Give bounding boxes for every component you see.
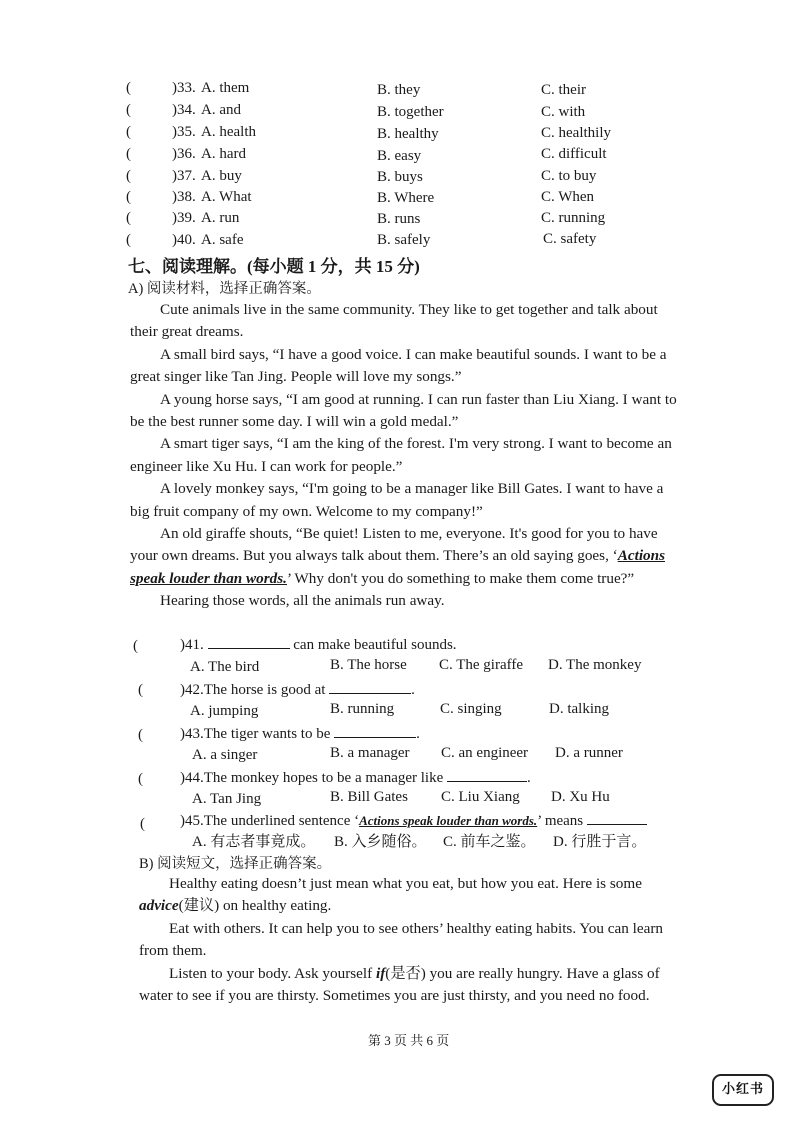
option-d: D. talking — [549, 701, 609, 717]
option-b: B. runs — [377, 211, 421, 227]
gloss: (是否) — [385, 964, 426, 982]
question-number: )36. — [172, 146, 196, 162]
option-c: C. When — [541, 189, 595, 205]
question-number: )41. — [180, 637, 204, 653]
question-number: )38. — [172, 189, 196, 205]
paragraph: Cute animals live in the same community. They like to get together and talk about their great dreams. — [130, 301, 658, 341]
answer-paren: ( — [126, 232, 131, 248]
answer-paren: ( — [133, 638, 138, 654]
paragraph-text: on healthy eating. — [219, 897, 332, 915]
option-b: B. healthy — [377, 126, 439, 142]
paragraph-text: An old giraffe shouts, “Be quiet! Listen to me, everyone. It's good for you to have your own dreams. But you always talk about them. There’s an old saying goes, ‘ — [130, 525, 658, 565]
paragraph: Eat with others. It can help you to see others’ healthy eating habits. You can learn from them. — [139, 919, 664, 960]
paragraph — [139, 963, 685, 1008]
paragraph-text: ’ Why don't you do something to make them come true?” — [286, 569, 635, 587]
option-b: B. 入乡随俗。 — [334, 834, 427, 850]
option-b: B. Where — [377, 190, 435, 206]
question-number: )45. — [180, 813, 204, 829]
question-text: The underlined sentence ‘ — [203, 813, 360, 829]
question-text: . — [416, 726, 420, 742]
question-text: The tiger wants to be — [203, 726, 335, 742]
question-number: )43. — [180, 726, 204, 742]
question-number: )40. — [172, 232, 196, 248]
option-c: C. difficult — [541, 146, 607, 162]
option-a: A. a singer — [192, 747, 258, 763]
paragraph: A smart tiger says, “I am the king of the forest. I'm very strong. I want to become an engineer like Xu Hu. I can work for people.” — [130, 435, 672, 475]
answer-paren: ( — [140, 816, 145, 832]
option-b: B. The horse — [330, 657, 407, 673]
question-text: . — [411, 682, 415, 698]
paragraph: A small bird says, “I have a good voice. I can make beautiful sounds. I want to be a great singer like Tan Jing. People will love my songs.” — [130, 345, 667, 386]
key-word: advice — [139, 897, 179, 915]
question-stem — [180, 679, 415, 700]
answer-paren: ( — [126, 102, 131, 118]
paragraph — [130, 523, 682, 590]
answer-paren: ( — [138, 682, 143, 698]
key-word: if — [375, 964, 386, 982]
part-b-label: B) 阅读短文，选择正确答案。 — [139, 856, 332, 872]
option-a: A. buy — [201, 168, 242, 184]
paragraph-text: you are really hungry. Have a glass of water to see if you are thirsty. Sometimes you are just thirsty, and you need no food. — [139, 964, 660, 1005]
option-c: C. their — [541, 82, 586, 98]
option-a: A. safe — [201, 232, 244, 248]
answer-paren: ( — [126, 146, 131, 162]
option-a: A. health — [201, 124, 256, 140]
question-stem — [180, 634, 457, 655]
option-b: B. they — [377, 82, 421, 98]
option-b: B. safely — [377, 232, 431, 248]
xiaohongshu-logo: 小红书 — [712, 1074, 774, 1106]
question-number: )34. — [172, 102, 196, 118]
passage-b — [139, 873, 685, 1007]
option-c: C. 前车之鉴。 — [443, 834, 536, 850]
question-number: )44. — [180, 770, 204, 786]
answer-blank — [334, 723, 416, 738]
option-d: D. Xu Hu — [551, 789, 610, 805]
option-b: B. a manager — [330, 745, 410, 761]
option-a-text: A. 有志者事竟成。 — [192, 834, 316, 850]
question-number: )33. — [172, 80, 196, 96]
option-c: C. to buy — [541, 168, 597, 184]
passage-a — [130, 299, 682, 613]
question-text: . — [527, 770, 531, 786]
option-c: C. Liu Xiang — [441, 789, 520, 805]
section-heading: 七、阅读理解。(每小题 1 分，共 15 分) — [128, 257, 420, 276]
answer-blank — [447, 767, 527, 782]
answer-paren: ( — [126, 189, 131, 205]
option-a: A. The bird — [190, 659, 260, 675]
option-d: D. 行胜于言。 — [553, 834, 647, 850]
answer-paren: ( — [138, 727, 143, 743]
underlined-sentence: Actions speak louder than words. — [130, 547, 665, 587]
option-d: D. a runner — [555, 745, 623, 761]
option-a — [192, 832, 315, 852]
option-a: A. and — [201, 102, 241, 118]
option-a: A. them — [201, 80, 250, 96]
option-c: C. an engineer — [441, 745, 529, 761]
answer-paren: ( — [126, 124, 131, 140]
answer-blank — [329, 679, 411, 694]
paragraph: A lovely monkey says, “I'm going to be a manager like Bill Gates. I want to have a big fruit company of my own. Welcome to my company!” — [130, 480, 664, 520]
option-b: B. easy — [377, 148, 422, 164]
option-a: A. run — [201, 210, 240, 226]
question-text: can make beautiful sounds. — [289, 637, 457, 653]
question-number: )39. — [172, 210, 196, 226]
paragraph: A young horse says, “I am good at running. I can run faster than Liu Xiang. I want to be the best runner some day. I will win a gold medal.” — [130, 390, 677, 431]
option-c: C. healthily — [541, 125, 611, 141]
answer-paren: ( — [126, 210, 131, 226]
question-stem — [180, 810, 647, 831]
paragraph-text: Listen to your body. Ask yourself — [169, 964, 376, 982]
option-a: A. Tan Jing — [192, 791, 262, 807]
option-a: A. hard — [201, 146, 246, 162]
page-number: 第 3 页 共 6 页 — [368, 1033, 450, 1048]
option-b: B. Bill Gates — [330, 789, 408, 805]
gloss: (建议) — [178, 897, 220, 915]
question-text: The monkey hopes to be a manager like — [203, 770, 448, 786]
question-number: )42. — [180, 682, 204, 698]
paragraph — [139, 873, 685, 918]
paragraph-text: Healthy eating doesn’t just mean what you eat, but how you eat. Here is some — [169, 875, 642, 892]
answer-paren: ( — [138, 771, 143, 787]
option-b: B. buys — [377, 169, 423, 185]
answer-paren: ( — [126, 168, 131, 184]
option-b: B. together — [377, 104, 444, 120]
underlined-sentence: Actions speak louder than words. — [359, 813, 538, 828]
question-number: )35. — [172, 124, 196, 140]
question-text: The horse is good at — [203, 682, 330, 698]
part-a-label: A) 阅读材料，选择正确答案。 — [128, 281, 321, 297]
option-b: B. running — [330, 701, 395, 717]
question-stem — [180, 723, 420, 744]
question-text: ’ means — [537, 813, 587, 829]
answer-blank — [587, 810, 647, 825]
option-c: C. The giraffe — [439, 657, 524, 673]
option-c: C. safety — [543, 231, 597, 247]
answer-blank — [208, 634, 290, 649]
option-a: A. jumping — [190, 703, 259, 719]
option-c: C. with — [541, 104, 586, 120]
answer-paren: ( — [126, 80, 131, 96]
option-a: A. What — [201, 189, 252, 205]
option-d: D. The monkey — [548, 657, 642, 673]
option-c: C. running — [541, 210, 606, 226]
option-c: C. singing — [440, 701, 502, 717]
paragraph: Hearing those words, all the animals run away. — [160, 592, 445, 610]
question-stem — [180, 767, 531, 788]
question-number: )37. — [172, 168, 196, 184]
